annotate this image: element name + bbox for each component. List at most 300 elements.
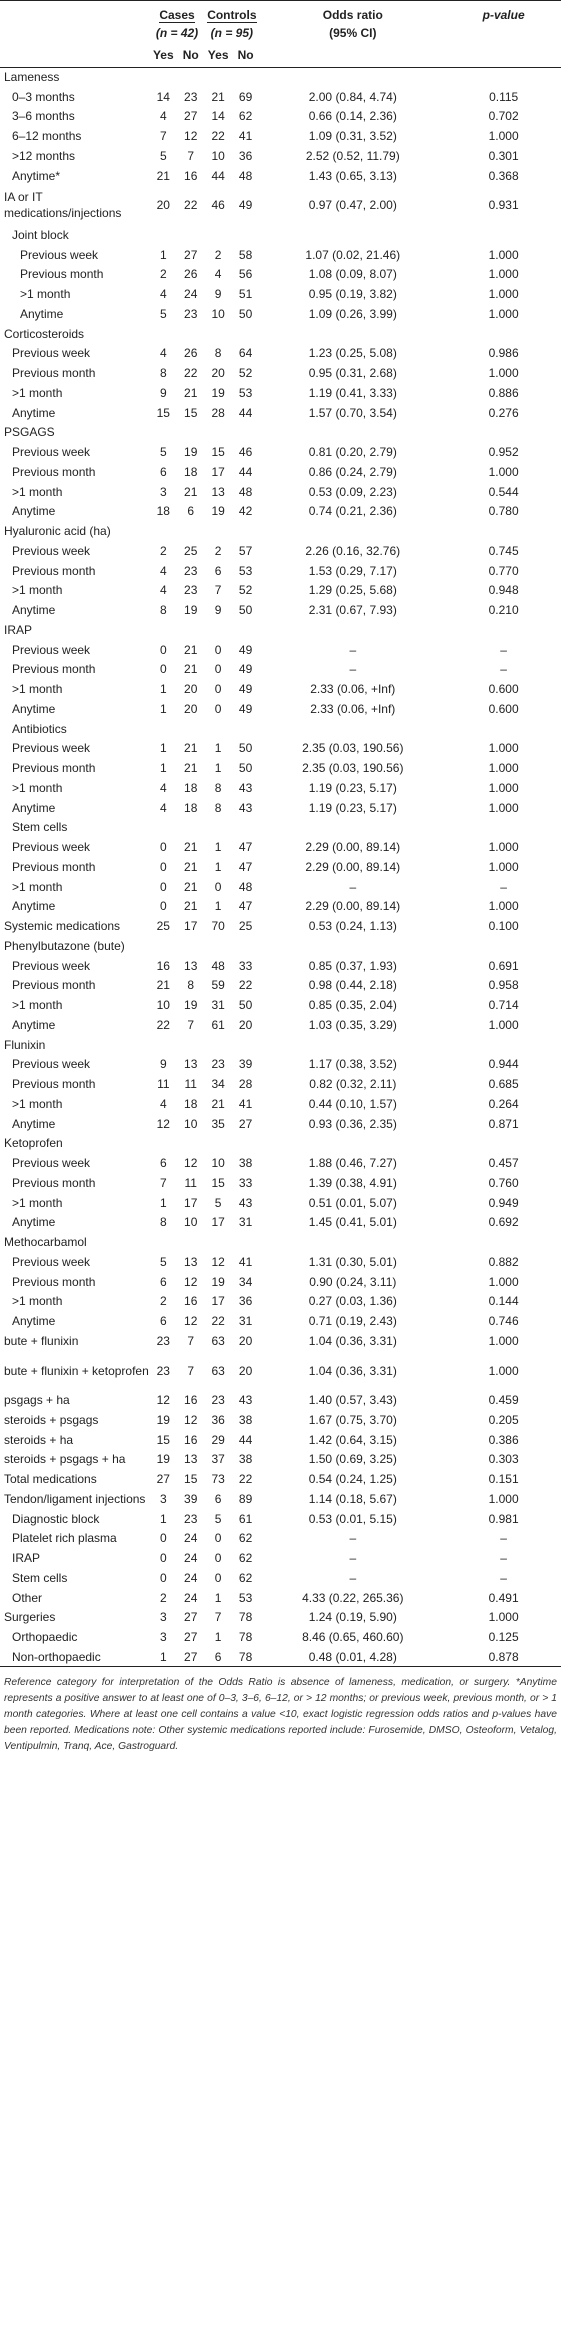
odds-ratio-cell: 0.53 (0.09, 2.23)	[308, 484, 397, 499]
cases-yes-cell: 23	[156, 1333, 170, 1348]
table-row	[0, 324, 561, 344]
row-label: Previous month	[12, 978, 96, 993]
table-row	[0, 1173, 561, 1193]
cases-no-cell: 13	[184, 1254, 198, 1269]
cases-yes-cell	[150, 936, 177, 956]
row-label: >1 month	[12, 682, 63, 697]
controls-yes-cell: 7	[214, 1610, 222, 1625]
pvalue-cell	[446, 225, 561, 245]
controls-yes-cell: 1	[214, 840, 222, 855]
row-label: bute + flunixin	[4, 1333, 79, 1348]
cases-no-cell: 19	[184, 998, 198, 1013]
pvalue-cell: 1.000	[488, 1017, 519, 1032]
controls-no-cell: 33	[238, 958, 253, 973]
controls-yes-cell: 0	[214, 879, 222, 894]
table-row	[0, 561, 561, 581]
odds-ratio-cell: 2.29 (0.00, 89.14)	[305, 840, 401, 855]
cases-yes-cell: 4	[159, 780, 167, 795]
odds-ratio-cell: 0.74 (0.21, 2.36)	[308, 504, 397, 519]
pvalue-cell: –	[500, 1551, 507, 1566]
pvalue-cell	[446, 620, 561, 640]
row-label: IA or IT medications/injections	[4, 190, 122, 221]
cases-no-cell: 11	[184, 1077, 197, 1092]
odds-ratio-cell	[259, 521, 446, 541]
odds-ratio-cell: 2.52 (0.52, 11.79)	[305, 148, 400, 163]
cases-no-cell: 18	[184, 1096, 198, 1111]
controls-yes-header: Yes	[204, 43, 231, 67]
controls-yes-cell: 36	[211, 1412, 225, 1427]
cases-yes-cell	[150, 324, 177, 344]
controls-no-cell: 28	[238, 1077, 253, 1092]
odds-ratio-cell: 0.53 (0.24, 1.13)	[308, 919, 397, 934]
row-label: Joint block	[12, 227, 69, 242]
controls-no-cell	[232, 936, 259, 956]
controls-no-cell: 49	[238, 642, 253, 657]
cases-no-cell: 6	[187, 504, 195, 519]
pvalue-cell: 1.000	[488, 306, 519, 321]
controls-no-cell: 47	[238, 899, 253, 914]
cases-yes-cell: 0	[159, 642, 167, 657]
table-row	[0, 1213, 561, 1233]
cases-yes-cell: 4	[159, 346, 167, 361]
table-row	[0, 1232, 561, 1252]
table-row	[0, 462, 561, 482]
pvalue-cell	[446, 818, 561, 838]
row-label: Previous month	[12, 563, 96, 578]
cases-no-cell: 13	[184, 958, 198, 973]
controls-no-cell: 50	[238, 741, 253, 756]
table-row	[0, 699, 561, 719]
cases-no-cell: 20	[184, 682, 198, 697]
cases-yes-cell: 1	[159, 1195, 167, 1210]
row-label: Previous week	[12, 840, 91, 855]
row-label: Previous month	[12, 464, 96, 479]
table-row	[0, 1331, 561, 1351]
cases-yes-cell: 0	[159, 859, 167, 874]
table-row	[0, 1588, 561, 1608]
controls-no-cell: 38	[238, 1156, 253, 1171]
pvalue-cell: 0.931	[488, 198, 519, 213]
cases-yes-cell: 1	[159, 701, 167, 716]
cases-no-cell: 21	[184, 859, 198, 874]
row-label: Antibiotics	[12, 721, 67, 736]
pvalue-cell: 1.000	[488, 464, 519, 479]
controls-no-cell	[232, 719, 259, 739]
row-label: Orthopaedic	[12, 1630, 78, 1645]
table-row	[0, 818, 561, 838]
table-row	[0, 620, 561, 640]
table-row	[0, 225, 561, 245]
controls-no-cell: 31	[238, 1215, 253, 1230]
odds-ratio-cell: 0.85 (0.35, 2.04)	[308, 998, 397, 1013]
controls-yes-cell: 19	[211, 1274, 225, 1289]
odds-ratio-cell: –	[349, 1551, 357, 1566]
cases-no-cell: 16	[184, 1294, 198, 1309]
cases-yes-header: Yes	[150, 43, 177, 67]
table-row	[0, 719, 561, 739]
cases-no-cell: 18	[184, 800, 198, 815]
cases-no-cell	[177, 67, 204, 87]
cases-yes-cell: 6	[159, 1314, 167, 1329]
cases-yes-cell: 6	[159, 464, 167, 479]
row-label: 0–3 months	[12, 89, 75, 104]
controls-yes-cell: 1	[214, 1630, 222, 1645]
table-row	[0, 1272, 561, 1292]
cases-yes-cell: 0	[159, 662, 167, 677]
odds-ratio-cell: 1.53 (0.29, 7.17)	[308, 563, 397, 578]
cases-yes-cell: 21	[156, 168, 170, 183]
cases-yes-cell: 3	[159, 1610, 167, 1625]
cases-no-cell: 13	[184, 1452, 198, 1467]
controls-no-cell: 49	[238, 198, 253, 213]
table-row	[0, 482, 561, 502]
table-row	[0, 857, 561, 877]
odds-ratio-cell: 1.14 (0.18, 5.67)	[308, 1491, 397, 1506]
pvalue-cell: 1.000	[488, 840, 519, 855]
row-label: Hyaluronic acid (ha)	[4, 524, 111, 539]
row-label: Tendon/ligament injections	[4, 1491, 146, 1506]
cases-no-cell: 23	[184, 89, 198, 104]
table-row	[0, 956, 561, 976]
pvalue-cell: 1.000	[488, 780, 519, 795]
controls-no-cell: 47	[238, 840, 253, 855]
controls-header: Controls	[207, 7, 257, 22]
pvalue-cell: 1.000	[488, 287, 519, 302]
row-label: >1 month	[12, 780, 63, 795]
controls-no-cell: 20	[238, 1017, 253, 1032]
odds-ratio-cell: 1.07 (0.02, 21.46)	[305, 247, 401, 262]
odds-ratio-cell: 0.48 (0.01, 4.28)	[259, 1647, 446, 1667]
cases-yes-cell: 2	[159, 543, 167, 558]
row-label: >1 month	[12, 1096, 63, 1111]
cases-no-cell: 15	[184, 405, 198, 420]
cases-no-cell: 12	[184, 1412, 198, 1427]
pvalue-cell: 0.125	[488, 1630, 519, 1645]
row-label: Flunixin	[4, 1037, 46, 1052]
table-row	[0, 1351, 561, 1391]
row-label: bute + flunixin + ketoprofen	[4, 1363, 149, 1378]
odds-ratio-cell: –	[349, 1531, 357, 1546]
pvalue-cell: 0.949	[488, 1195, 519, 1210]
controls-no-cell: 44	[238, 405, 253, 420]
pvalue-cell: 0.264	[488, 1096, 519, 1111]
controls-yes-cell: 0	[214, 662, 222, 677]
cases-yes-cell: 4	[159, 583, 167, 598]
cases-no-cell: 18	[184, 464, 198, 479]
cases-yes-cell: 19	[156, 1412, 170, 1427]
cases-no-cell: 26	[184, 267, 198, 282]
controls-yes-cell: 0	[214, 1551, 222, 1566]
odds-ratio-cell: 2.26 (0.16, 32.76)	[305, 543, 401, 558]
cases-yes-cell: 0	[159, 840, 167, 855]
table-row	[0, 1568, 561, 1588]
table-row	[0, 897, 561, 917]
pvalue-cell: 0.205	[488, 1412, 519, 1427]
table-row	[0, 936, 561, 956]
row-label: Previous week	[12, 1156, 91, 1171]
controls-yes-cell: 14	[211, 109, 225, 124]
controls-no-cell: 43	[238, 780, 253, 795]
controls-yes-cell	[204, 67, 231, 87]
row-label: >1 month	[12, 1294, 63, 1309]
cases-yes-cell: 2	[159, 267, 167, 282]
controls-yes-cell	[204, 936, 231, 956]
ci-header: (95% CI)	[329, 26, 377, 40]
cases-no-cell: 17	[184, 919, 198, 934]
pvalue-cell: 0.882	[488, 1254, 519, 1269]
odds-ratio-cell: 0.54 (0.24, 1.25)	[308, 1472, 397, 1487]
row-label: Anytime	[20, 306, 64, 321]
odds-ratio-cell: 2.31 (0.67, 7.93)	[308, 603, 397, 618]
pvalue-cell: 0.770	[488, 563, 519, 578]
table-row	[0, 1430, 561, 1450]
odds-ratio-cell: 1.29 (0.25, 5.68)	[308, 583, 397, 598]
odds-ratio-cell: 1.17 (0.38, 3.52)	[308, 1057, 397, 1072]
controls-yes-cell: 0	[214, 701, 222, 716]
cases-yes-cell: 25	[156, 919, 170, 934]
row-label: >1 month	[12, 385, 63, 400]
row-label: Anytime	[12, 899, 56, 914]
controls-no-cell: 50	[238, 998, 253, 1013]
controls-yes-cell: 5	[214, 1511, 222, 1526]
table-row	[0, 877, 561, 897]
pvalue-cell: 0.745	[488, 543, 519, 558]
pvalue-cell	[446, 936, 561, 956]
row-label: Systemic medications	[4, 919, 121, 934]
odds-ratio-cell: 2.33 (0.06, +Inf)	[310, 701, 396, 716]
odds-ratio-cell: 1.19 (0.23, 5.17)	[308, 780, 397, 795]
odds-ratio-cell: 0.86 (0.24, 2.79)	[308, 464, 397, 479]
odds-ratio-cell	[259, 67, 446, 87]
pvalue-cell: 0.780	[488, 504, 519, 519]
table-row	[0, 423, 561, 443]
cases-no-cell: 12	[184, 1274, 198, 1289]
cases-no-cell: 39	[184, 1491, 198, 1506]
odds-ratio-cell	[259, 1232, 446, 1252]
table-row	[0, 1035, 561, 1055]
controls-yes-cell: 29	[211, 1432, 225, 1447]
odds-ratio-cell: 2.33 (0.06, +Inf)	[310, 682, 396, 697]
controls-yes-cell: 61	[211, 1017, 225, 1032]
controls-no-cell: 38	[238, 1412, 253, 1427]
row-label: Previous month	[20, 267, 104, 282]
table-row	[0, 1311, 561, 1331]
controls-no-cell: 62	[238, 1570, 253, 1585]
controls-no-cell: 64	[238, 346, 253, 361]
controls-no-cell: 46	[238, 445, 253, 460]
cases-yes-cell	[150, 1035, 177, 1055]
controls-yes-cell: 8	[214, 346, 222, 361]
controls-no-cell: 36	[238, 1294, 253, 1309]
row-label: Surgeries	[4, 1610, 56, 1625]
odds-ratio-cell	[259, 423, 446, 443]
table-row	[0, 1055, 561, 1075]
controls-yes-cell: 8	[214, 800, 222, 815]
cases-no-header: No	[177, 43, 204, 67]
controls-yes-cell	[204, 1232, 231, 1252]
row-label: steroids + ha	[4, 1432, 74, 1447]
cases-no-cell	[177, 1232, 204, 1252]
controls-yes-cell: 0	[214, 1531, 222, 1546]
pvalue-cell: 0.115	[489, 89, 519, 104]
cases-no-cell: 24	[184, 1551, 198, 1566]
cases-yes-cell: 1	[159, 1511, 167, 1526]
controls-yes-cell: 23	[211, 1057, 225, 1072]
pvalue-cell	[446, 521, 561, 541]
odds-ratio-cell: 1.08 (0.09, 8.07)	[308, 267, 397, 282]
cases-no-cell	[177, 818, 204, 838]
odds-ratio-cell: 1.57 (0.70, 3.54)	[308, 405, 397, 420]
cases-no-cell	[177, 423, 204, 443]
table-row	[0, 186, 561, 226]
odds-ratio-cell: 0.95 (0.31, 2.68)	[308, 366, 397, 381]
controls-yes-cell: 22	[211, 129, 225, 144]
controls-no-cell	[232, 521, 259, 541]
row-label: Lameness	[4, 70, 60, 85]
cases-yes-cell: 12	[156, 1393, 170, 1408]
table-row	[0, 1410, 561, 1430]
controls-no-cell: 61	[238, 1511, 253, 1526]
row-label: Stem cells	[12, 1570, 68, 1585]
table-row	[0, 403, 561, 423]
cases-no-cell: 21	[184, 662, 198, 677]
odds-ratio-cell: 1.39 (0.38, 4.91)	[308, 1175, 397, 1190]
odds-ratio-cell: 1.42 (0.64, 3.15)	[308, 1432, 397, 1447]
table-row	[0, 245, 561, 265]
controls-yes-cell	[204, 719, 231, 739]
cases-yes-cell: 9	[159, 385, 167, 400]
cases-yes-cell: 23	[156, 1363, 170, 1378]
cases-no-cell: 21	[184, 761, 198, 776]
odds-ratio-cell: 1.40 (0.57, 3.43)	[308, 1393, 397, 1408]
controls-yes-cell: 19	[211, 385, 225, 400]
controls-no-cell: 39	[238, 1057, 253, 1072]
cases-no-cell: 21	[184, 385, 198, 400]
odds-ratio-cell	[259, 936, 446, 956]
controls-no-cell: 49	[238, 682, 253, 697]
cases-no-cell: 25	[184, 543, 198, 558]
table-row	[0, 265, 561, 285]
row-label: Previous week	[12, 1254, 91, 1269]
odds-ratio-cell: 1.24 (0.19, 5.90)	[308, 1610, 397, 1625]
odds-ratio-cell: 0.81 (0.20, 2.79)	[308, 445, 397, 460]
odds-ratio-cell: 0.71 (0.19, 2.43)	[308, 1314, 397, 1329]
controls-yes-cell: 21	[211, 89, 225, 104]
pvalue-cell: 1.000	[488, 366, 519, 381]
controls-yes-cell: 1	[214, 1590, 222, 1605]
cases-yes-cell: 8	[159, 366, 167, 381]
controls-no-cell: 22	[238, 978, 253, 993]
pvalue-cell: 0.457	[488, 1156, 519, 1171]
controls-yes-cell	[204, 521, 231, 541]
table-row	[0, 1627, 561, 1647]
odds-ratio-cell	[259, 1134, 446, 1154]
controls-yes-cell: 46	[211, 198, 225, 213]
table-row	[0, 87, 561, 107]
pvalue-cell: 0.886	[488, 385, 519, 400]
cases-yes-cell: 21	[156, 978, 170, 993]
table-row	[0, 344, 561, 364]
cases-no-cell: 23	[184, 1511, 198, 1526]
pvalue-cell	[446, 1035, 561, 1055]
row-label: Anytime	[12, 405, 56, 420]
controls-no-cell	[232, 423, 259, 443]
row-label: Other	[12, 1590, 43, 1605]
pvalue-cell: 0.944	[488, 1057, 519, 1072]
controls-n-header: (n = 95)	[210, 26, 254, 40]
odds-ratio-cell	[259, 1035, 446, 1055]
cases-yes-cell: 5	[159, 445, 167, 460]
cases-yes-cell	[150, 719, 177, 739]
pvalue-cell	[446, 719, 561, 739]
cases-n-header: (n = 42)	[155, 26, 199, 40]
table-row	[0, 1608, 561, 1628]
cases-no-cell: 27	[184, 1610, 198, 1625]
table-row	[0, 739, 561, 759]
controls-no-cell: 89	[238, 1491, 253, 1506]
pvalue-cell: 0.878	[446, 1647, 561, 1667]
table-row	[0, 1450, 561, 1470]
cases-no-cell: 15	[184, 1472, 198, 1487]
row-label: psgags + ha	[4, 1393, 70, 1408]
controls-no-cell: 41	[238, 129, 253, 144]
controls-yes-cell: 17	[211, 1215, 225, 1230]
controls-no-cell: 52	[238, 583, 253, 598]
pvalue-cell: –	[500, 879, 507, 894]
controls-no-cell: 57	[238, 543, 253, 558]
table-row	[0, 660, 561, 680]
row-label: Anytime	[12, 1215, 56, 1230]
table-row	[0, 284, 561, 304]
row-label: Previous month	[12, 1077, 96, 1092]
cases-yes-cell: 8	[159, 1215, 167, 1230]
odds-ratio-cell: 4.33 (0.22, 265.36)	[302, 1590, 404, 1605]
cases-no-cell: 19	[184, 603, 198, 618]
controls-yes-cell: 28	[211, 405, 225, 420]
pvalue-cell: 0.544	[488, 484, 519, 499]
pvalue-cell: 0.685	[488, 1077, 519, 1092]
cases-yes-cell: 18	[156, 504, 170, 519]
pvalue-cell: 1.000	[488, 267, 519, 282]
cases-yes-cell: 16	[156, 958, 170, 973]
controls-no-cell	[232, 67, 259, 87]
controls-no-cell: 62	[238, 1551, 253, 1566]
row-label: Stem cells	[12, 820, 68, 835]
odds-ratio-cell: 8.46 (0.65, 460.60)	[302, 1630, 404, 1645]
row-label: >1 month	[12, 484, 63, 499]
pvalue-cell: 0.986	[488, 346, 519, 361]
controls-yes-cell: 37	[211, 1452, 225, 1467]
controls-no-cell: 36	[238, 148, 253, 163]
controls-no-cell	[232, 818, 259, 838]
cases-yes-cell: 14	[156, 89, 170, 104]
controls-yes-cell: 44	[211, 168, 225, 183]
table-row	[0, 1489, 561, 1509]
pvalue-cell: 0.303	[488, 1452, 519, 1467]
controls-yes-cell: 17	[211, 464, 225, 479]
row-label: Previous week	[12, 741, 91, 756]
controls-no-cell: 48	[238, 879, 253, 894]
pvalue-cell: 0.958	[488, 978, 519, 993]
pvalue-cell: 0.948	[488, 583, 519, 598]
pvalue-cell: 1.000	[488, 1363, 519, 1378]
table-row	[0, 916, 561, 936]
row-label: Anytime	[12, 1017, 56, 1032]
cases-no-cell: 27	[184, 109, 198, 124]
cases-no-cell	[177, 521, 204, 541]
cases-no-cell: 10	[184, 1215, 198, 1230]
cases-yes-cell: 4	[159, 1096, 167, 1111]
